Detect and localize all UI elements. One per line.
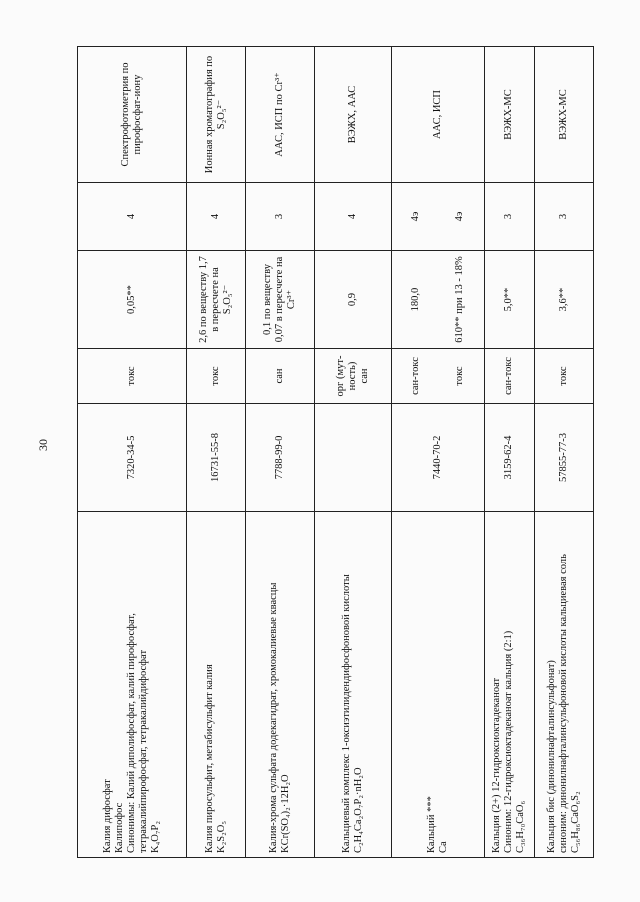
cas-number-cell: 57855-77-3 [535,404,594,512]
split-line: 4э [453,211,465,222]
limit-value-cell: 0,1 по веществу 0,07 в пересчете на Cr³⁺ [245,251,314,349]
table-row [391,47,484,858]
cas-number-cell: 3159-62-4 [484,404,535,512]
hazard-indicator-cell: орг (мут-ность) сан [314,349,391,404]
limit-value-cell: 0,05** [78,251,187,349]
cas-number-cell: 7440-70-2 [391,404,484,512]
limit-value-cell: 5,0** [484,251,535,349]
analysis-method-cell: Ионная хроматография по S₂O₅²⁻ [187,47,246,183]
table-body [78,47,594,858]
limit-value-cell: 0,9 [314,251,391,349]
hazard-indicator-cell: токс [78,349,187,404]
hazard-class-cell [391,183,484,251]
limit-value-cell: 3,6** [535,251,594,349]
analysis-method-cell: ВЭЖХ-МС [535,47,594,183]
substances-table [77,46,594,858]
substance-name-cell [245,512,314,858]
hazard-class-cell: 4 [314,183,391,251]
table-row [535,47,594,858]
substance-name-line: K₄O₇P₂ [150,821,162,853]
hazard-class-cell: 4 [78,183,187,251]
hazard-class-cell: 3 [484,183,535,251]
page-number: 30 [36,439,50,451]
hazard-class-cell: 4 [187,183,246,251]
substance-name-line: Кальция бис (динонилнафталинсульфонат) [546,660,558,853]
hazard-indicator-cell [391,349,484,404]
hazard-indicator-cell: токс [535,349,594,404]
table-row [245,47,314,858]
substance-name-line: синоним: динонилнафталинсульфоновой кислоты кальциевая соль [558,554,570,853]
hazard-class-cell: 3 [535,183,594,251]
analysis-method-cell: ВЭЖХ, ААС [314,47,391,183]
substance-name-cell [314,512,391,858]
rotated-table-container [77,47,594,858]
substance-name-line: Калия-хрома сульфата додекагидрат, хромокалиевые квасцы [267,582,279,853]
substance-name-line: C₅₆H₈₆CaO₆S₂ [570,791,582,853]
analysis-method-cell: ААС, ИСП [391,47,484,183]
substance-name-cell [484,512,535,858]
table-row [78,47,187,858]
cas-number-cell [314,404,391,512]
hazard-indicator-cell: сан [245,349,314,404]
substance-name-cell [187,512,246,858]
substance-name-cell [391,512,484,858]
analysis-method-cell: ААС, ИСП по Cr³⁺ [245,47,314,183]
substance-name-line: K₂S₂O₅ [216,821,228,853]
substance-name-line: тетракалийпирофосфат, тетракалийдифосфат [138,649,150,853]
analysis-method-cell: Спектрофотометрия по пирофосфат-иону [78,47,187,183]
substance-name-line: Синонимы: Калий диполифосфат, калий пирофосфат, [126,613,138,853]
table-row [484,47,535,858]
table-row [314,47,391,858]
substance-name-line: Кальция (2+) 12-гидроксиоктадеканоат [491,677,503,853]
substance-name-cell [535,512,594,858]
substance-name-line: Калия дифосфат [102,779,114,853]
split-cell [394,187,482,246]
cas-number-cell: 7320-34-5 [78,404,187,512]
cas-number-cell: 7788-99-0 [245,404,314,512]
hazard-class-cell: 3 [245,183,314,251]
substance-name-cell [78,512,187,858]
split-cell [394,255,482,344]
cas-number-cell: 16731-55-8 [187,404,246,512]
split-line: 180,0 [409,287,421,312]
hazard-indicator-cell: токс [187,349,246,404]
table-row [187,47,246,858]
analysis-method-cell: ВЭЖХ-МС [484,47,535,183]
split-cell [394,353,482,399]
substance-name-line: Синоним: 12-гидроксиоктадеканоат кальция (2:1) [503,630,515,853]
split-line: токс [453,366,465,386]
split-line: 4э [409,211,421,222]
substance-name-line: KCr(SO₄)₂·12H₂O [279,774,291,853]
substance-name-line: Кальциевый комплекс 1-оксиэтилидендифосфоновой кислоты [340,574,352,853]
substance-name-line: Калипофос [114,802,126,853]
split-line: сан-токс [409,357,421,395]
substance-name-line: C₂H₄Ca₂O₇P₂·nH₂O [352,767,364,853]
substance-name-line: Кальций *** [425,796,437,853]
limit-value-cell [391,251,484,349]
hazard-indicator-cell: сан-токс [484,349,535,404]
limit-value-cell: 2,6 по веществу 1,7 в пересчете на S₂O₅²⁻ [187,251,246,349]
substance-name-line: C₃₆H₇₀CaO₆ [515,800,527,853]
substance-name-line: Калия пиросульфит, метабисульфит калия [204,664,216,853]
split-line: 610** при 13 - 18% [453,256,465,343]
substance-name-line: Ca [437,841,449,853]
